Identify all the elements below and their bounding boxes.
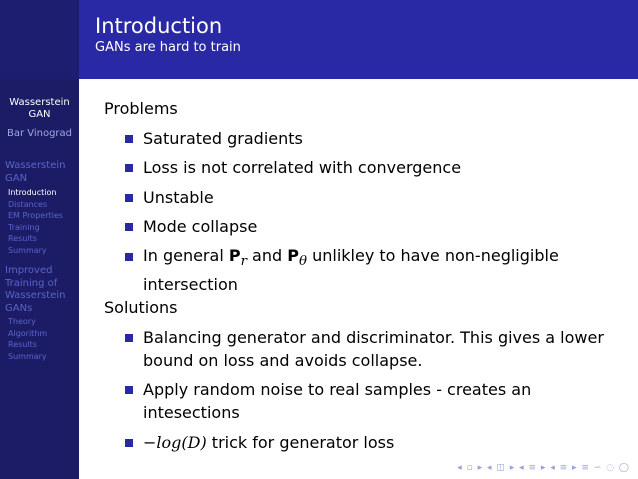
solution-item — [143, 431, 613, 454]
section-label: Wasserstein — [5, 290, 66, 301]
bullet-icon — [125, 386, 133, 394]
sidebar-item-theory[interactable]: Theory — [8, 317, 36, 326]
math-symbol-p: P — [228, 246, 241, 265]
slide-subtitle: GANs are hard to train — [95, 40, 241, 55]
math-symbol-p: P — [287, 246, 299, 265]
solution-item — [143, 378, 613, 424]
sidebar-item-results-2[interactable]: Results — [8, 340, 37, 349]
sidebar-author: Bar Vinograd — [6, 128, 73, 139]
sidebar-item-training[interactable]: Training — [8, 222, 40, 232]
solution-text: Apply random noise to real samples - creates an — [143, 380, 532, 399]
bullet-icon — [125, 223, 133, 231]
math-subscript-r: r — [240, 254, 247, 270]
sidebar-section-improved-training[interactable] — [5, 265, 77, 315]
sidebar-item-results[interactable]: Results — [8, 234, 37, 243]
problem-item: Mode collapse — [143, 217, 258, 236]
problem-item: Saturated gradients — [143, 129, 303, 148]
sidebar-title-line1: Wasserstein — [9, 97, 70, 108]
sidebar-section-wgan[interactable] — [5, 160, 77, 185]
math-expression: −log(D) — [143, 433, 207, 452]
solutions-heading: Solutions — [104, 298, 178, 317]
section-label: GANs — [5, 302, 33, 314]
math-subscript-theta: θ — [298, 254, 307, 270]
solution-item — [143, 326, 613, 372]
problems-heading: Problems — [104, 99, 178, 118]
section-label: Improved — [5, 265, 53, 276]
problem-text: unlikley to have non-negligible — [307, 246, 559, 265]
solution-text: Balancing generator and discriminator. This gives a lower — [143, 328, 604, 347]
slide-title: Introduction — [95, 14, 223, 38]
bullet-icon — [125, 253, 133, 261]
section-label: Wasserstein — [5, 160, 66, 171]
sidebar-item-summary-2[interactable]: Summary — [8, 351, 47, 361]
solution-text: intesections — [143, 403, 240, 422]
section-label: GAN — [5, 172, 28, 184]
sidebar-title-line2: GAN — [28, 109, 51, 120]
sidebar-item-algorithm[interactable]: Algorithm — [8, 328, 48, 338]
problem-text: and — [246, 246, 288, 265]
sidebar-item-summary[interactable]: Summary — [8, 245, 47, 255]
bullet-icon — [125, 439, 133, 447]
bullet-icon — [125, 135, 133, 143]
beamer-navigation-bar[interactable]: ◂ ▫ ▸ ◂ ◫ ▸ ◂ ≡ ▸ ◂ ≡ ▸ ≡ ∽ ◌ ◯ — [457, 463, 630, 473]
bullet-icon — [125, 164, 133, 172]
sidebar-item-distances[interactable]: Distances — [8, 199, 48, 209]
sidebar-item-introduction[interactable]: Introduction — [8, 188, 57, 197]
problem-item: Unstable — [143, 188, 214, 207]
sidebar — [0, 0, 79, 479]
bullet-icon — [125, 194, 133, 202]
slide-header — [79, 0, 638, 79]
solution-text: bound on loss and avoids collapse. — [143, 351, 423, 370]
section-label: Training of — [5, 277, 58, 289]
problem-text: intersection — [143, 275, 238, 295]
problem-item: Loss is not correlated with convergence — [143, 158, 462, 177]
solution-text: trick for generator loss — [206, 433, 395, 452]
problem-item-intersection — [143, 244, 613, 296]
bullet-icon — [125, 334, 133, 342]
problem-text: In general — [143, 246, 229, 265]
sidebar-item-em-properties[interactable]: EM Properties — [8, 211, 63, 220]
sidebar-header — [0, 0, 79, 79]
